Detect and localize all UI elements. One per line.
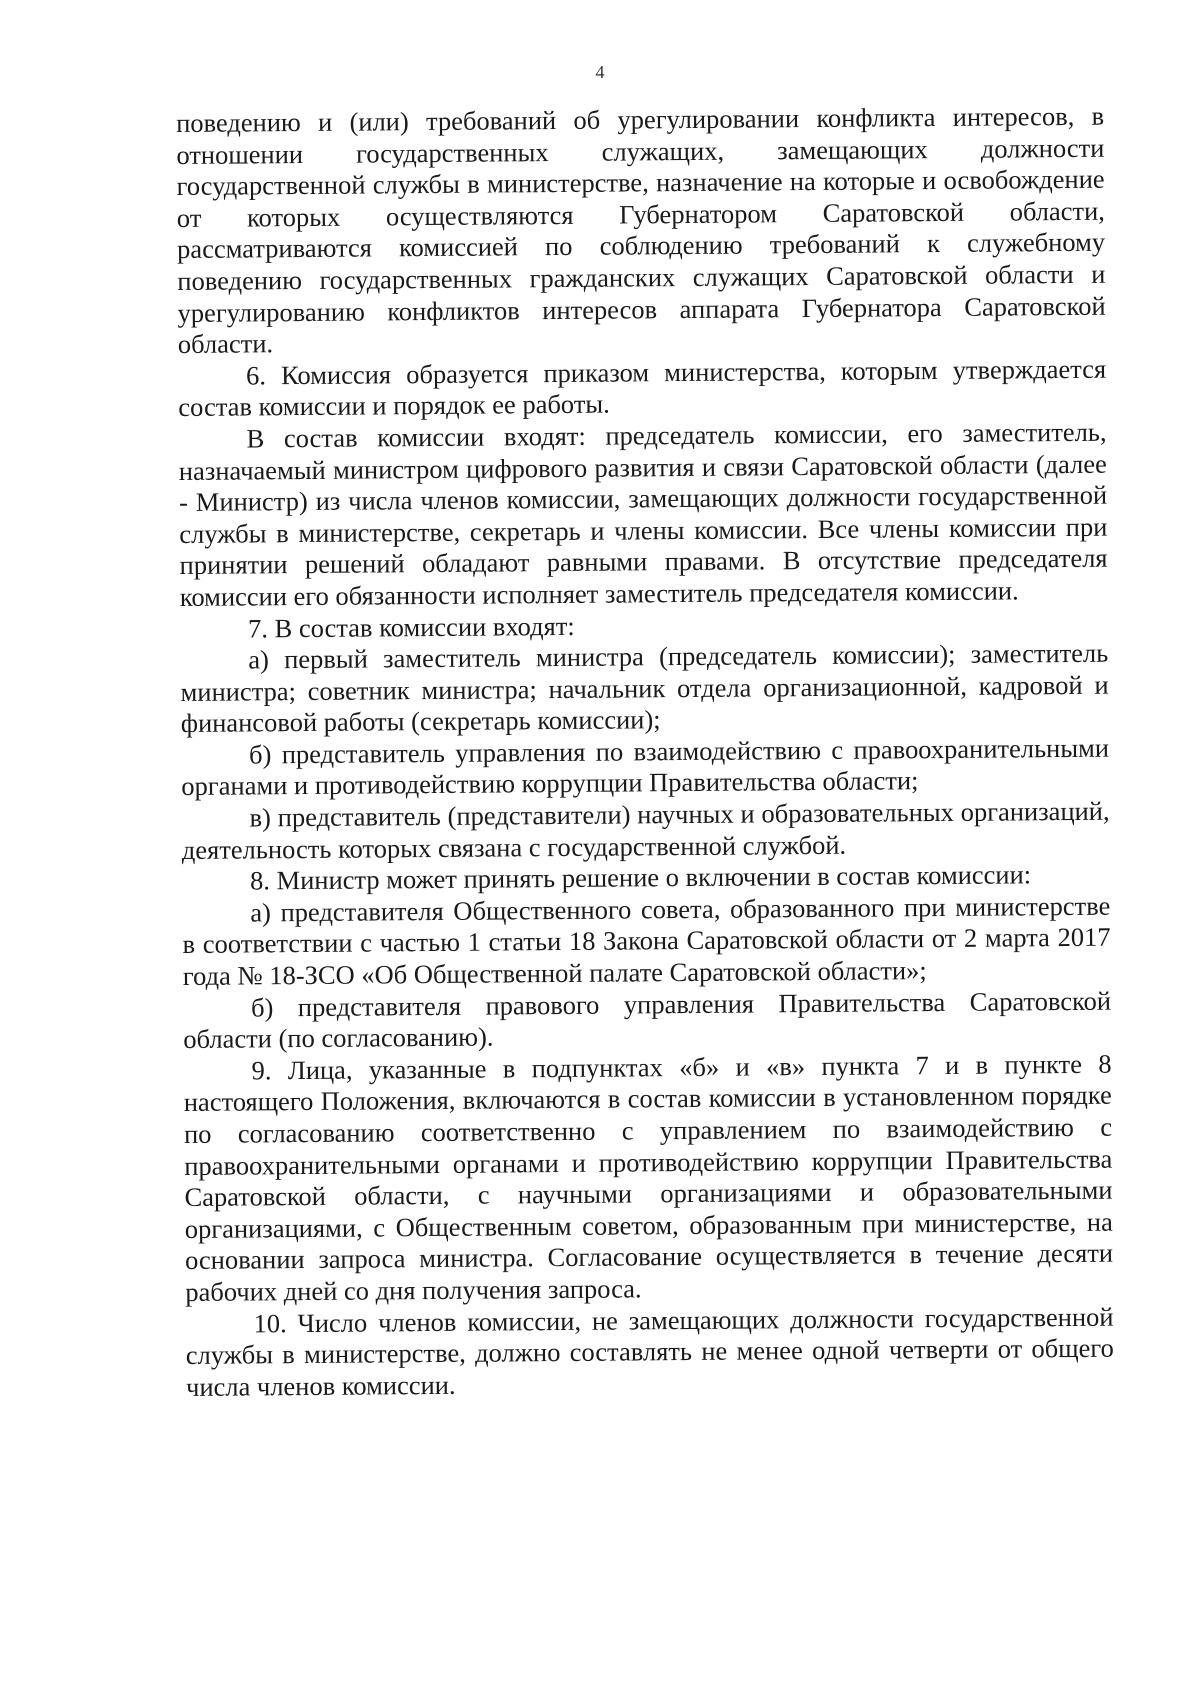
- paragraph-6-composition: В состав комиссии входят: председатель комиссии, его заместитель, назначаемый министром цифрового развития и связи Саратовской области (далее - Министр) из числа членов комиссии, замещающих должности государственной службы в министерстве, секретарь и члены комиссии. Все члены комиссии при принятии решений обладают равными правами. В отсутствие председателя комиссии его обязанности исполняет заместитель председателя комиссии.: [178, 416, 1108, 612]
- paragraph-10: 10. Число членов комиссии, не замещающих должности государственной службы в министерстве, должно составлять не менее одной четверти от общего числа членов комиссии.: [185, 1301, 1114, 1402]
- page-number: 4: [595, 62, 605, 82]
- paragraph-7b: б) представитель управления по взаимодействию с правоохранительными органами и противодействию коррупции Правительства области;: [181, 732, 1110, 802]
- paragraph-7a: а) первый заместитель министра (председатель комиссии); заместитель министра; советник министра; начальник отдела организационной, кадровой и финансовой работы (секретарь комиссии);: [180, 637, 1109, 739]
- paragraph-8a: а) представителя Общественного совета, образованного при министерстве в соответствии с частью 1 статьи 18 Закона Саратовской области от 2 марта 2017 года № 18-ЗСО «Об Общественной палате Саратовской области»;: [182, 890, 1111, 992]
- paragraph-7: 7. В состав комиссии входят:: [247, 610, 575, 643]
- paragraph-8b: б) представителя правового управления Правительства Саратовской области (по согласованию).: [183, 985, 1112, 1055]
- paragraph-8: 8. Министр может принять решение о включении в состав комиссии:: [249, 859, 1032, 896]
- paragraph-9: 9. Лица, указанные в подпунктах «б» и «в» пункта 7 и в пункте 8 настоящего Положения, включаются в состав комиссии в установленном порядке по согласованию соответственно с управлением по взаимодействию с правоохранительными органами и противодействию коррупции Правительства Саратовской области, с научными организациями и образовательными организациями, с Общественным советом, образованным при министерстве, на основании запроса министра. Согласование осуществляется в течение десяти рабочих дней со дня получения запроса.: [183, 1048, 1114, 1307]
- paragraph-7v: в) представитель (представители) научных и образовательных организаций, деятельность которых связана с государственной службой.: [181, 795, 1110, 865]
- paragraph-1-continuation: поведению и (или) требований об урегулировании конфликта интересов, в отношении государственных служащих, замещающих должности государственной службы в министерстве, назначение на которые и освобождение от которых осуществляются Губернатором Саратовской области, рассматриваются комиссией по соблюдению требований к служебному поведению государственных гражданских служащих Саратовской области и урегулированию конфликтов интересов аппарата Губернатора Саратовской области.: [176, 100, 1106, 360]
- document-body: [176, 101, 1114, 1404]
- paragraph-6: 6. Комиссия образуется приказом министерства, которым утверждается состав комиссии и порядок ее работы.: [178, 353, 1107, 423]
